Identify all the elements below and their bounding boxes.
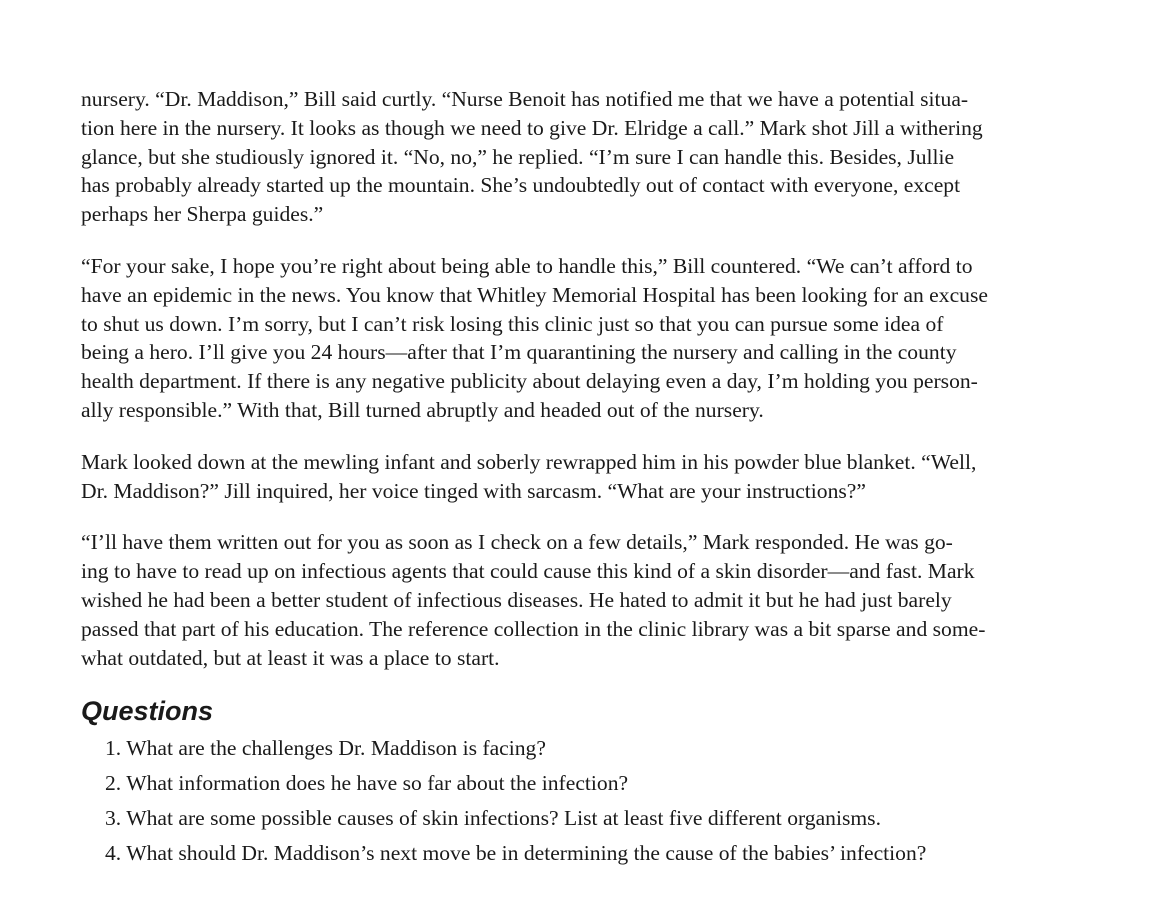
text-line: “For your sake, I hope you’re right about being able to handle this,” Bill countered. “We can’t afford to [81, 253, 973, 278]
paragraph-2 [81, 252, 1091, 425]
paragraph-1 [81, 85, 1091, 229]
text-line: being a hero. I’ll give you 24 hours—after that I’m quarantining the nursery and calling in the county [81, 340, 957, 365]
question-item: 1. What are the challenges Dr. Maddison is facing? [105, 736, 546, 761]
question-item: 3. What are some possible causes of skin infections? List at least five different organisms. [105, 806, 881, 831]
text-line: perhaps her Sherpa guides.” [81, 202, 324, 227]
text-line: tion here in the nursery. It looks as though we need to give Dr. Elridge a call.” Mark shot Jill a withering [81, 115, 983, 140]
text-line: passed that part of his education. The reference collection in the clinic library was a bit sparse and some- [81, 616, 986, 641]
paragraph-4 [81, 528, 1091, 672]
text-line: glance, but she studiously ignored it. “No, no,” he replied. “I’m sure I can handle this. Besides, Jullie [81, 144, 955, 169]
text-line: has probably already started up the mountain. She’s undoubtedly out of contact with everyone, except [81, 173, 961, 198]
text-line: “I’ll have them written out for you as soon as I check on a few details,” Mark responded. He was go- [81, 530, 953, 555]
text-line: have an epidemic in the news. You know that Whitley Memorial Hospital has been looking for an excuse [81, 282, 988, 307]
text-line: what outdated, but at least it was a place to start. [81, 645, 500, 670]
text-line: nursery. “Dr. Maddison,” Bill said curtly. “Nurse Benoit has notified me that we have a potential situa- [81, 87, 969, 111]
question-item: 2. What information does he have so far about the infection? [105, 771, 629, 796]
text-line: ing to have to read up on infectious agents that could cause this kind of a skin disorder—and fast. Mark [81, 559, 975, 584]
question-item: 4. What should Dr. Maddison’s next move be in determining the cause of the babies’ infection? [105, 841, 927, 866]
paragraph-3 [81, 448, 1091, 506]
text-line: wished he had been a better student of infectious diseases. He hated to admit it but he had just barely [81, 587, 952, 612]
text-line: Dr. Maddison?” Jill inquired, her voice tinged with sarcasm. “What are your instructions?” [81, 478, 866, 503]
text-line: to shut us down. I’m sorry, but I can’t risk losing this clinic just so that you can pursue some idea of [81, 311, 944, 336]
text-line: health department. If there is any negative publicity about delaying even a day, I’m holding you person- [81, 369, 978, 394]
questions-list [81, 731, 1091, 871]
text-line: Mark looked down at the mewling infant and soberly rewrapped him in his powder blue blanket. “Well, [81, 449, 977, 474]
text-line: ally responsible.” With that, Bill turned abruptly and headed out of the nursery. [81, 397, 764, 422]
document-page [81, 85, 1091, 871]
questions-heading: Questions [81, 696, 214, 727]
